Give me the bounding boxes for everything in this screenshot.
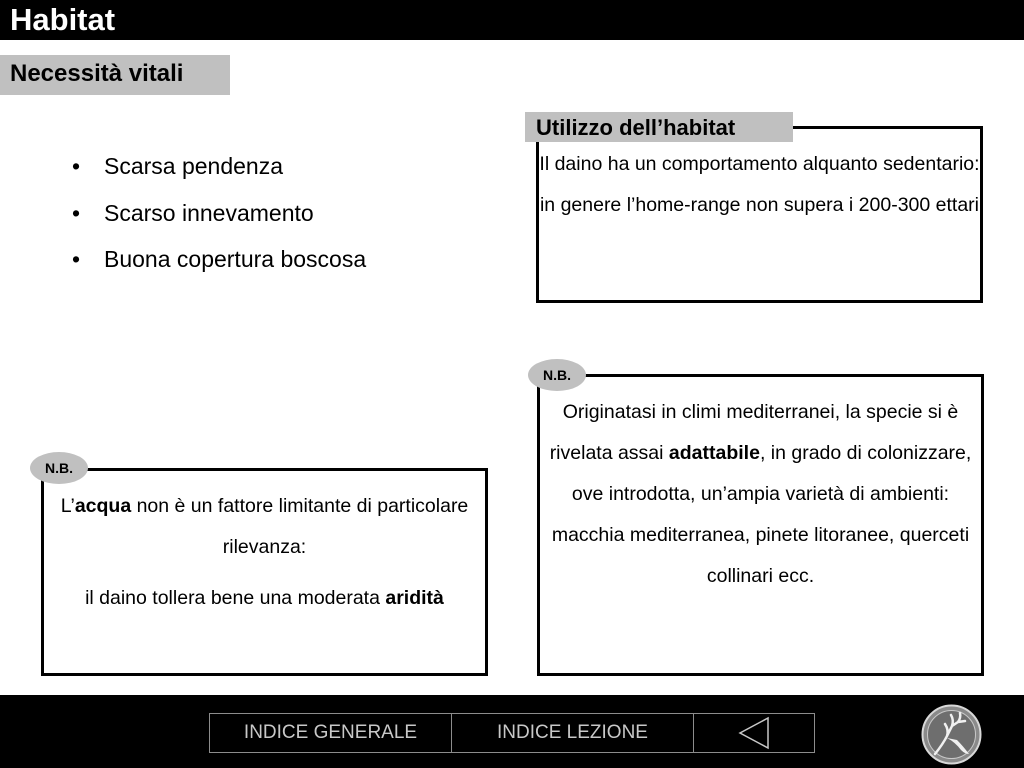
note-text-part: Originatasi in climi mediterranei, la specie si è rivelata assai — [549, 401, 959, 464]
list-item-text: Buona copertura boscosa — [104, 246, 367, 272]
aridity-note-text — [44, 578, 485, 619]
back-triangle-icon — [737, 716, 771, 750]
bullet-icon: • — [72, 199, 81, 226]
bullet-icon: • — [72, 153, 81, 179]
needs-list — [72, 148, 366, 288]
note-text-part: il daino tollera bene una moderata — [85, 587, 386, 609]
page-title: Habitat — [10, 2, 116, 37]
note-text-part: non è un fattore limitante di particolare rilevanza: — [131, 495, 469, 558]
general-index-button[interactable]: INDICE GENERALE — [210, 714, 452, 752]
habitat-usage-label: Utilizzo dell’habitat — [536, 115, 736, 140]
footer-navigation — [209, 713, 815, 753]
list-item — [72, 195, 366, 242]
deer-logo-icon[interactable] — [921, 704, 982, 765]
back-button[interactable] — [694, 714, 814, 752]
note-emphasis: acqua — [74, 495, 132, 517]
list-item — [72, 148, 366, 195]
section-heading-tab — [0, 55, 230, 95]
lesson-index-button[interactable]: INDICE LEZIONE — [452, 714, 694, 752]
habitat-usage-label-tab — [525, 112, 793, 142]
habitat-usage-text: Il daino ha un comportamento alquanto sedentario: in genere l’home-range non supera i 200-300 ettari — [539, 153, 980, 216]
header-bar — [0, 0, 1024, 40]
list-item-text: Scarsa pendenza — [104, 153, 284, 179]
note-emphasis: adattabile — [668, 442, 760, 464]
nb-badge: N.B. — [30, 452, 88, 484]
adaptability-note-text — [540, 392, 981, 515]
adaptability-note-box — [537, 374, 984, 676]
section-title: Necessità vitali — [10, 60, 184, 87]
list-item-text: Scarso innevamento — [104, 199, 314, 226]
note-emphasis: aridità — [385, 587, 444, 609]
habitat-types-text: macchia mediterranea, pinete litoranee, querceti collinari ecc. — [551, 524, 970, 587]
water-note-text — [44, 486, 485, 568]
note-text-part: , in grado di colonizzare, ove introdotta, un’ampia varietà di ambienti: — [571, 442, 972, 505]
nb-badge: N.B. — [528, 359, 586, 391]
bullet-icon: • — [72, 246, 81, 272]
list-item — [72, 241, 366, 288]
water-note-box — [41, 468, 488, 676]
footer-bar — [0, 695, 1024, 768]
habitat-usage-box — [536, 126, 983, 303]
note-text-part: L’ — [60, 495, 75, 517]
